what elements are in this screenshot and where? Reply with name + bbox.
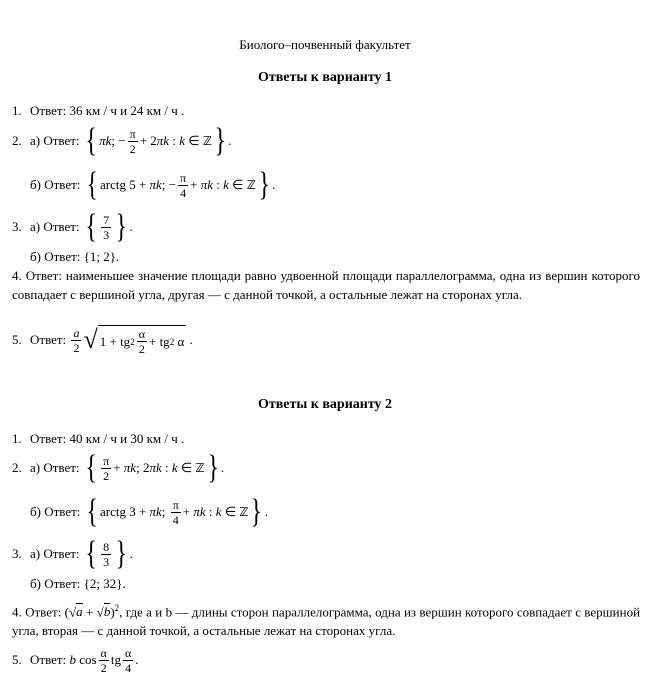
v2-answer-3a: 3. а) Ответ: { $\frac{8}{3}$ } . [12,534,133,572]
v1-answer-5: 5. Ответ: $\frac{a}{2}$ √ 1 + tg 2 $\frac{\alpha}{2}$ + tg 2 α . [12,325,193,356]
v1-answer-3b: б) Ответ: {1; 2}. [30,249,120,264]
faculty-header: Биолого–почвенный факультет [239,37,411,52]
v2-answer-1: 1. Ответ: 40 км / ч и 30 км / ч . [12,431,185,446]
v2-answer-3b: б) Ответ: {2; 32}. [30,576,126,591]
v1-answer-2b: б) Ответ: { arctg 5 + πk ; − $\frac{\pi}{4}$ + πk : k ∈ ℤ } . [30,165,276,203]
v1-answer-2a: 2. а) Ответ: { πk ; − $\frac{\pi}{2}$ + 2 πk : k ∈ ℤ } . [12,121,232,159]
v2-answer-4: 4. Ответ: $(√a + √b)^2$, где a и b — длины сторон параллелограмма, одна из вершин которого совпадает с вершиной угла, вторая — с данной точкой, а остальные лежат на сторонах угла. [12,603,641,639]
variant-2-title: Ответы к варианту 2 [257,397,393,412]
v1-answer-3a: 3. а) Ответ: { $\frac{7}{3}$ } . [12,207,133,245]
v1-answer-1: 1. Ответ: 36 км / ч и 24 км / ч . [12,103,185,118]
v1-answer-4: 4. Ответ: наименьшее значение площади равно удвоенной площади параллелограмма, одна из вершин которого совпадает с вершиной угла, другая — с данной точкой, а остальные лежат на сторонах угла. [12,268,641,302]
variant-1-title: Ответы к варианту 1 [257,70,393,85]
v2-answer-2b: б) Ответ: { arctg 3 + πk ; $\frac{\pi}{4}$ + πk : k ∈ ℤ } . [30,492,269,530]
v2-answer-5: 5. Ответ: b cos $\frac{\alpha}{2}$ tg $\frac{\alpha}{4}$ . [12,645,139,675]
v2-answer-2a: 2. а) Ответ: { $\frac{\pi}{2}$ + πk ; 2 πk : k ∈ ℤ } . [12,448,225,486]
